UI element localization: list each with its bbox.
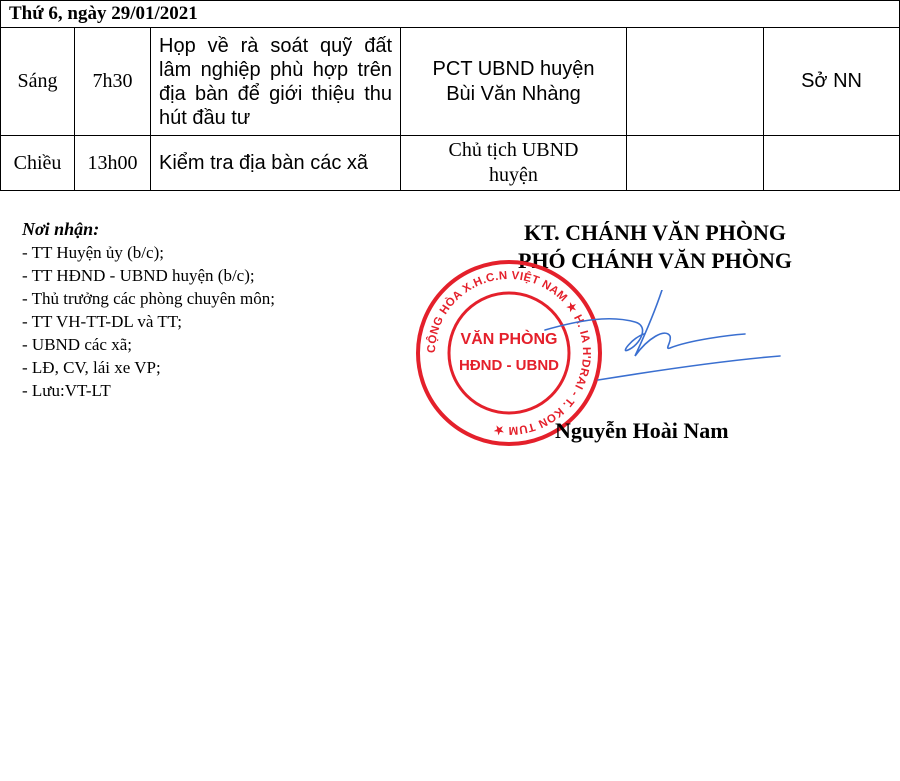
time-cell: 7h30: [75, 28, 151, 136]
dept-cell: [764, 136, 900, 191]
chair-cell: [401, 136, 627, 191]
chair-cell: [401, 28, 627, 136]
recipients-list: [22, 241, 275, 402]
signer-name: Nguyễn Hoài Nam: [555, 418, 729, 443]
content-cell: Họp về rà soát quỹ đất lâm nghiệp phù hợp trên địa bàn để giới thiệu thu hút đầu tư: [151, 28, 401, 136]
list-item: - UBND các xã;: [22, 335, 132, 354]
list-item: - Lưu:VT-LT: [22, 381, 111, 400]
chair-line: Chủ tịch UBND: [448, 139, 579, 161]
list-item: - LĐ, CV, lái xe VP;: [22, 358, 161, 377]
day-header-row: [1, 1, 900, 28]
list-item: - TT HĐND - UBND huyện (b/c);: [22, 266, 255, 285]
chair-line: Bùi Văn Nhàng: [446, 82, 581, 105]
handwritten-signature: [540, 290, 785, 400]
session-cell: Sáng: [1, 28, 75, 136]
schedule-table: [0, 0, 900, 191]
content-cell: Kiểm tra địa bàn các xã: [151, 136, 401, 191]
list-item: - TT Huyện ủy (b/c);: [22, 243, 164, 262]
session-cell: Chiều: [1, 136, 75, 191]
dept-cell: Sở NN: [764, 28, 900, 136]
chair-line: huyện: [489, 164, 538, 186]
chair-line: PCT UBND huyện: [432, 57, 595, 80]
recipients-title: Nơi nhận:: [22, 219, 100, 239]
list-item: - TT VH-TT-DL và TT;: [22, 312, 182, 331]
table-row: [1, 136, 900, 191]
signature-title-line: PHÓ CHÁNH VĂN PHÒNG: [518, 248, 792, 273]
signature-title-line: KT. CHÁNH VĂN PHÒNG: [524, 220, 786, 245]
list-item: - Thủ trưởng các phòng chuyên môn;: [22, 289, 275, 308]
time-cell: 13h00: [75, 136, 151, 191]
stamp-line-1: VĂN PHÒNG: [460, 331, 558, 348]
stamp-outer-text: CỘNG HÒA X.H.C.N VIỆT NAM ★ H. IA H'DRAI - T. KON TUM ★: [425, 269, 593, 437]
day-header: Thứ 6, ngày 29/01/2021: [1, 1, 900, 28]
stamp-line-2: HĐND - UBND: [459, 357, 559, 374]
table-row: [1, 28, 900, 136]
recipients-block: [22, 218, 275, 402]
empty-cell: [627, 136, 764, 191]
empty-cell: [627, 28, 764, 136]
